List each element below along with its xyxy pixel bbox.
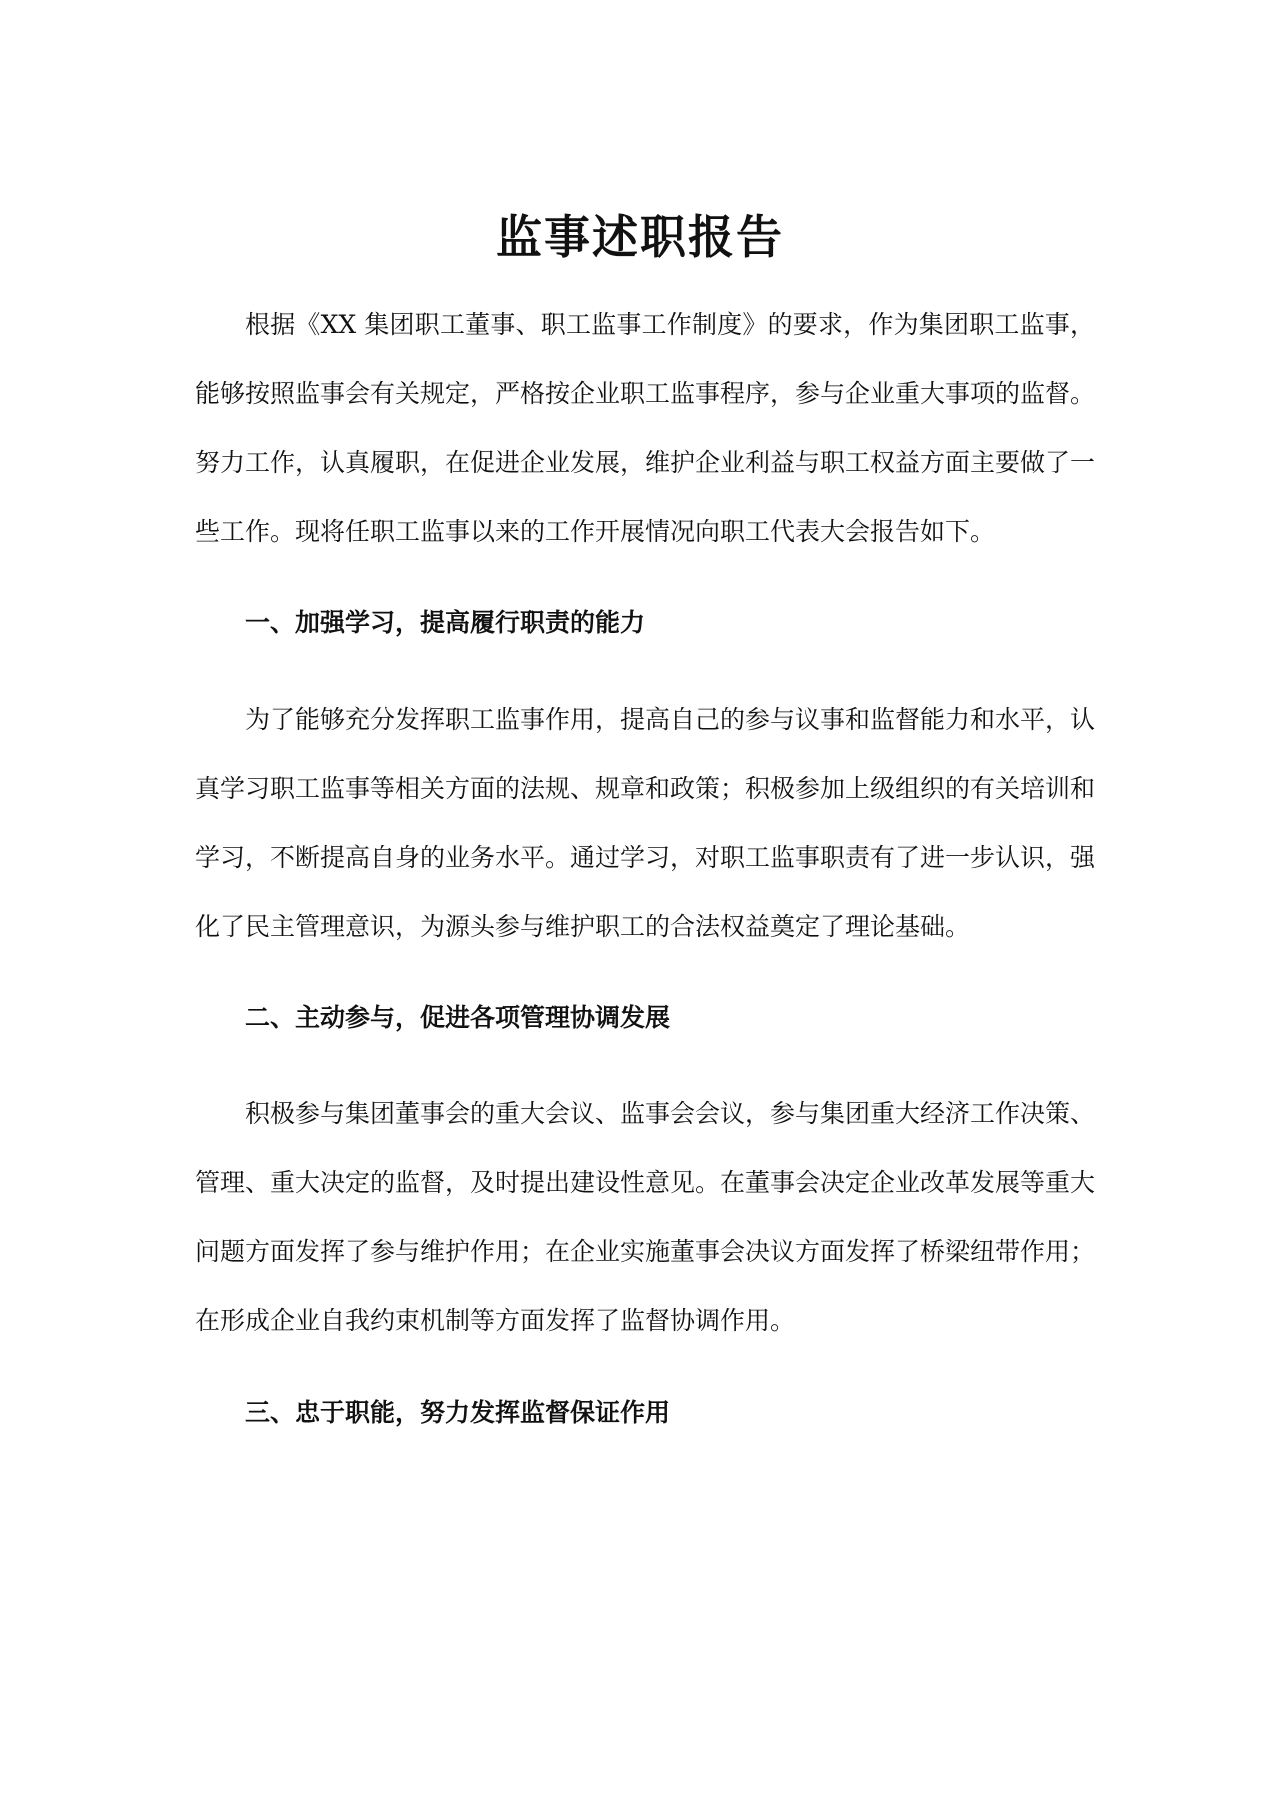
- document-title: 监事述职报告: [496, 209, 784, 264]
- section-heading-2: 二、主动参与，促进各项管理协调发展: [245, 1003, 671, 1032]
- section-heading-1: 一、加强学习，提高履行职责的能力: [245, 608, 646, 637]
- section-body-2: 积极参与集团董事会的重大会议、监事会会议，参与集团重大经济工作决策、管理、重大决定的监督，及时提出建设性意见。在董事会决定企业改革发展等重大问题方面发挥了参与维护作用；在企业实施董事会决议方面发挥了桥梁纽带作用；在形成企业自我约束机制等方面发挥了监督协调作用。: [195, 1099, 1096, 1335]
- section-heading-3: 三、忠于职能，努力发挥监督保证作用: [245, 1398, 671, 1427]
- section-body-1: 为了能够充分发挥职工监事作用，提高自己的参与议事和监督能力和水平，认真学习职工监事等相关方面的法规、规章和政策；积极参加上级组织的有关培训和学习，不断提高自身的业务水平。通过学习，对职工监事职责有了进一步认识，强化了民主管理意识，为源头参与维护职工的合法权益奠定了理论基础。: [195, 705, 1096, 941]
- intro-paragraph: 根据《XX 集团职工董事、职工监事工作制度》的要求，作为集团职工监事，能够按照监事会有关规定，严格按企业职工监事程序，参与企业重大事项的监督。努力工作，认真履职，在促进企业发展，维护企业利益与职工权益方面主要做了一些工作。现将任职工监事以来的工作开展情况向职工代表大会报告如下。: [195, 310, 1096, 546]
